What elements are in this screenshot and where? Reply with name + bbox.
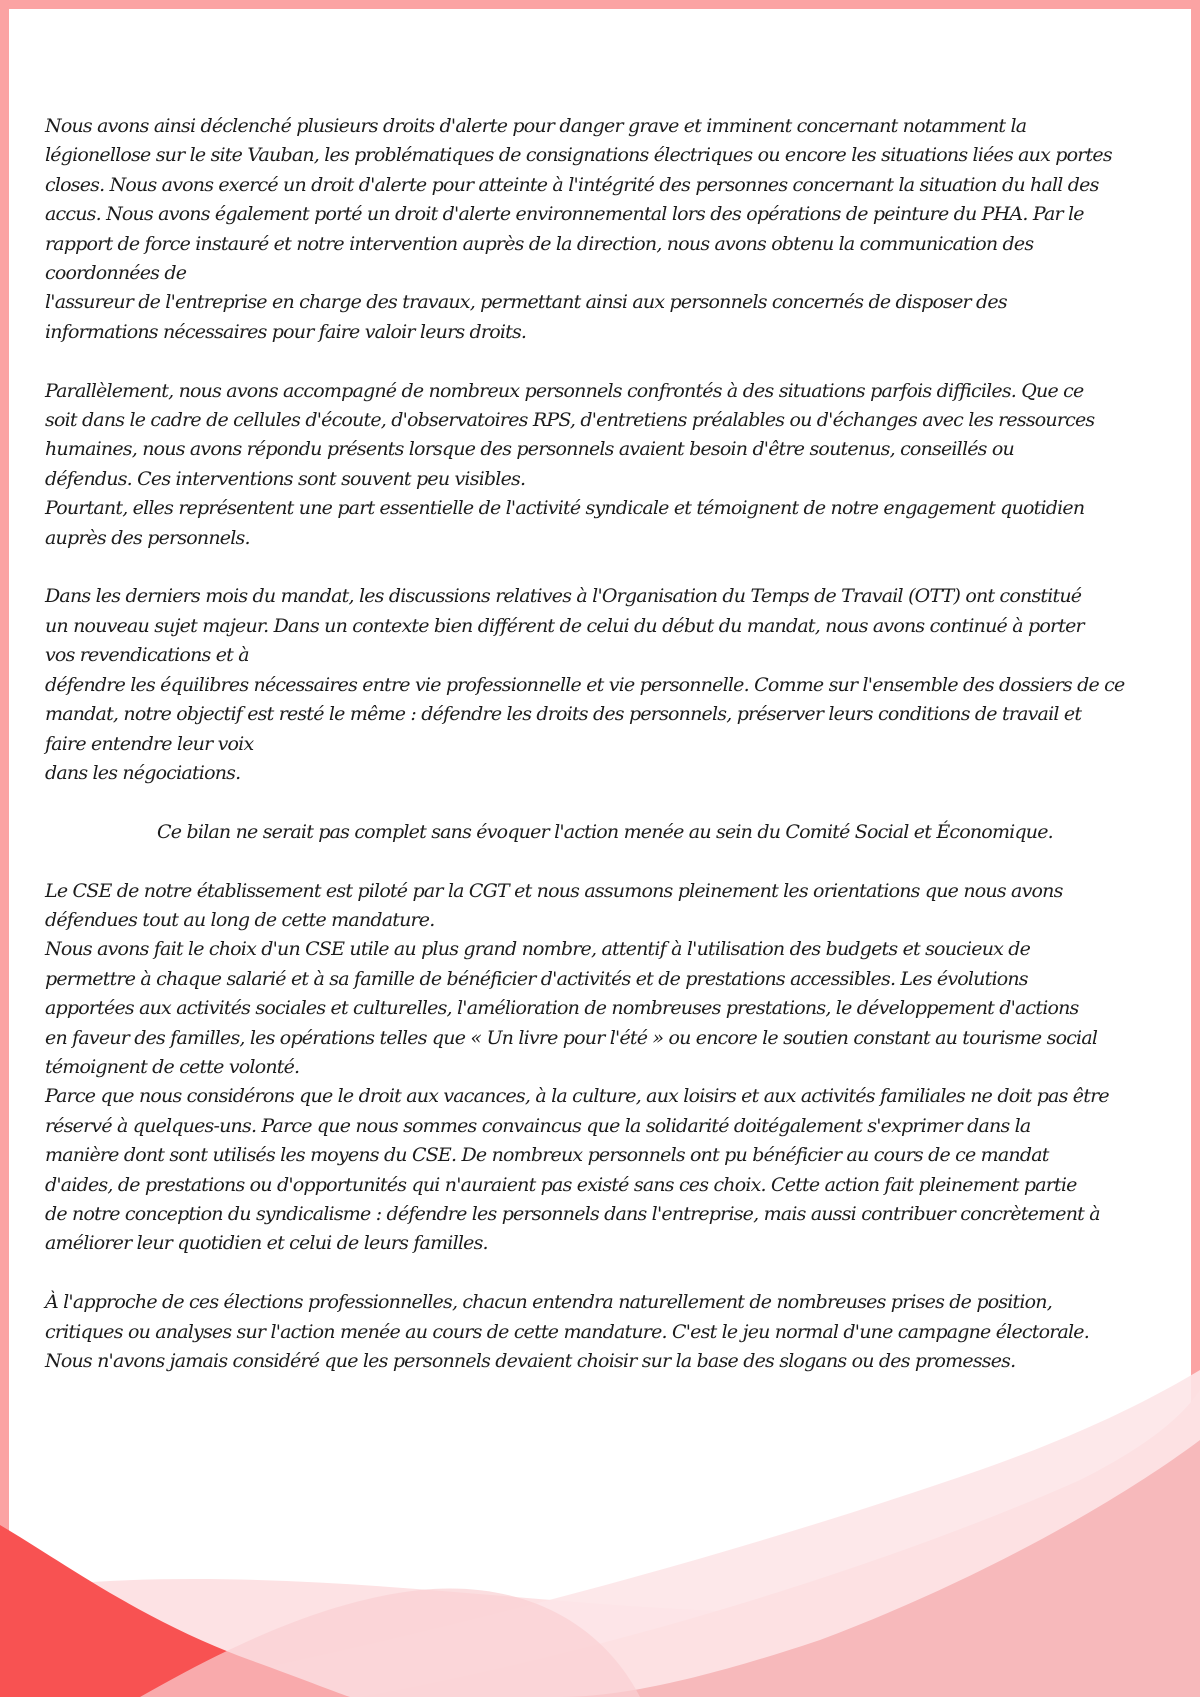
text-line: critiques ou analyses sur l'action menée au cours de cette mandature. C'est le jeu normal d'une campagne électorale.	[45, 1320, 1089, 1343]
text-line: vos revendications et à	[45, 644, 249, 667]
centered-paragraph	[45, 818, 1165, 847]
text-line: défendus. Ces interventions sont souvent peu visibles.	[45, 467, 526, 490]
text-line: informations nécessaires pour faire valoir leurs droits.	[45, 320, 527, 343]
paragraph	[45, 112, 1165, 347]
text-line: soit dans le cadre de cellules d'écoute, d'observatoires RPS, d'entretiens préalables ou d'échanges avec les ressources	[45, 409, 1095, 432]
text-line: permettre à chaque salarié et à sa famille de bénéficier d'activités et de prestations accessibles. Les évolutions	[45, 967, 1028, 990]
paragraph	[45, 1288, 1165, 1376]
paragraph	[45, 582, 1165, 788]
text-line: dans les négociations.	[45, 761, 241, 784]
text-line: témoignent de cette volonté.	[45, 1055, 300, 1078]
text-line: accus. Nous avons également porté un droit d'alerte environnemental lors des opérations de peinture du PHA. Par le	[45, 203, 1084, 226]
text-line: coordonnées de	[45, 262, 187, 285]
text-line: Dans les derniers mois du mandat, les discussions relatives à l'Organisation du Temps de Travail (OTT) ont constitué	[45, 585, 1082, 608]
text-line: défendues tout au long de cette mandature.	[45, 908, 435, 931]
text-line: de notre conception du syndicalisme : défendre les personnels dans l'entreprise, mais aussi contribuer concrètement à	[45, 1202, 1100, 1225]
text-line: Parallèlement, nous avons accompagné de nombreux personnels confrontés à des situations parfois difficiles. Que ce	[45, 379, 1084, 402]
text-line: Pourtant, elles représentent une part essentielle de l'activité syndicale et témoignent de notre engagement quotidien	[45, 497, 1085, 520]
text-line: un nouveau sujet majeur. Dans un contexte bien différent de celui du début du mandat, nous avons continué à porter	[45, 614, 1084, 637]
paragraph	[45, 377, 1165, 553]
text-line: défendre les équilibres nécessaires entre vie professionnelle et vie personnelle. Comme sur l'ensemble des dossiers de ce	[45, 673, 1125, 696]
text-line: Nous avons ainsi déclenché plusieurs droits d'alerte pour danger grave et imminent concernant notamment la	[45, 115, 1027, 137]
text-line: closes. Nous avons exercé un droit d'alerte pour atteinte à l'intégrité des personnes concernant la situation du hall des	[45, 173, 1099, 196]
document-body	[45, 112, 1165, 1406]
text-line: Nous n'avons jamais considéré que les personnels devaient choisir sur la base des slogans ou des promesses.	[45, 1349, 1016, 1372]
text-line: l'assureur de l'entreprise en charge des travaux, permettant ainsi aux personnels concernés de disposer des	[45, 291, 1007, 314]
text-line: en faveur des familles, les opérations telles que « Un livre pour l'été » ou encore le soutien constant au tourisme social	[45, 1026, 1098, 1049]
text-line: rapport de force instauré et notre intervention auprès de la direction, nous avons obtenu la communication des	[45, 232, 1034, 255]
text-line: Ce bilan ne serait pas complet sans évoquer l'action menée au sein du Comité Social et Économique.	[157, 820, 1053, 843]
text-line: d'aides, de prestations ou d'opportunités qui n'auraient pas existé sans ces choix. Cette action fait pleinement partie	[45, 1173, 1077, 1196]
text-line: auprès des personnels.	[45, 526, 250, 549]
text-line: faire entendre leur voix	[45, 732, 254, 755]
text-line: humaines, nous avons répondu présents lorsque des personnels avaient besoin d'être soutenus, conseillés ou	[45, 438, 1014, 461]
text-line: Le CSE de notre établissement est piloté par la CGT et nous assumons pleinement les orientations que nous avons	[45, 879, 1063, 902]
text-line: À l'approche de ces élections professionnelles, chacun entendra naturellement de nombreuses prises de position,	[45, 1291, 1052, 1314]
text-line: Nous avons fait le choix d'un CSE utile au plus grand nombre, attentif à l'utilisation des budgets et soucieux de	[45, 938, 1031, 961]
text-line: améliorer leur quotidien et celui de leurs familles.	[45, 1232, 488, 1255]
text-line: apportées aux activités sociales et culturelles, l'amélioration de nombreuses prestations, le développement d'actions	[45, 997, 1079, 1020]
text-line: Parce que nous considérons que le droit aux vacances, à la culture, aux loisirs et aux activités familiales ne doit pas être	[45, 1085, 1109, 1108]
text-line: manière dont sont utilisés les moyens du CSE. De nombreux personnels ont pu bénéficier au cours de ce mandat	[45, 1144, 1049, 1167]
text-line: légionellose sur le site Vauban, les problématiques de consignations électriques ou encore les situations liées aux portes	[45, 144, 1112, 167]
paragraph	[45, 877, 1165, 1259]
text-line: réservé à quelques-uns. Parce que nous sommes convaincus que la solidarité doitégalement s'exprimer dans la	[45, 1114, 1031, 1137]
text-line: mandat, notre objectif est resté le même : défendre les droits des personnels, préserver leurs conditions de travail et	[45, 703, 1082, 726]
